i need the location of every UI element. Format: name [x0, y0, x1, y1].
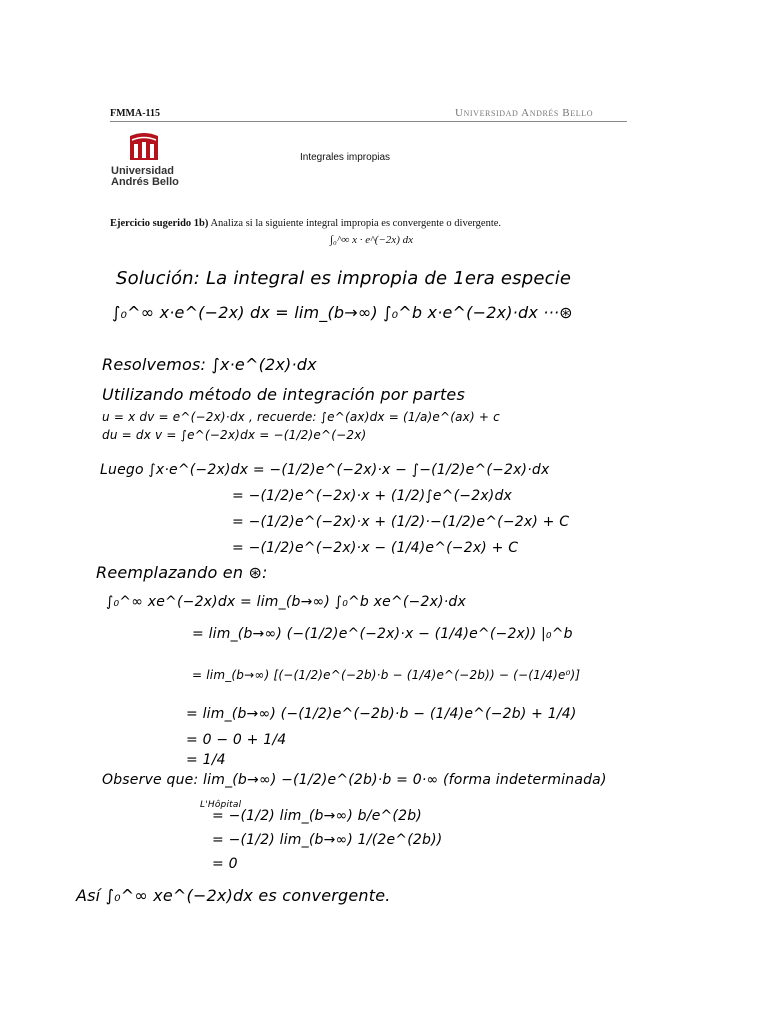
lhopital-note: L'Hôpital	[200, 800, 242, 810]
solution-line-6: du = dx v = ∫e^(−2x)dx = −(1/2)e^(−2x)	[102, 428, 367, 442]
solution-line-5: u = x dv = e^(−2x)·dx , recuerde: ∫e^(ax)dx = (1/a)e^(ax) + c	[102, 410, 500, 424]
solution-line-9: = −(1/2)e^(−2x)·x + (1/2)·−(1/2)e^(−2x) + C	[232, 514, 570, 530]
solution-conclusion: Así ∫₀^∞ xe^(−2x)dx es convergente.	[76, 886, 391, 905]
solution-line-7: Luego ∫x·e^(−2x)dx = −(1/2)e^(−2x)·x − ∫−(1/2)e^(−2x)·dx	[100, 462, 550, 478]
university-name: Universidad Andrés Bello	[455, 107, 594, 119]
solution-line-11: Reemplazando en ⊛:	[96, 563, 268, 582]
solution-line-3: Resolvemos: ∫x·e^(2x)·dx	[102, 355, 317, 374]
solution-line-12: ∫₀^∞ xe^(−2x)dx = lim_(b→∞) ∫₀^b xe^(−2x)·dx	[106, 594, 466, 610]
solution-line-18: Observe que: lim_(b→∞) −(1/2)e^(2b)·b = 0·∞ (forma indeterminada)	[102, 772, 607, 788]
exercise-text: Analiza si la siguiente integral impropia es convergente o divergente.	[210, 218, 502, 229]
logo-text	[111, 166, 179, 188]
solution-line-14: = lim_(b→∞) [(−(1/2)e^(−2b)·b − (1/4)e^(−2b)) − (−(1/4)e⁰)]	[192, 668, 581, 682]
exercise-formula: ∫₀^∞ x · e^(−2x) dx	[330, 234, 413, 246]
exercise-statement	[110, 218, 501, 229]
solution-line-4: Utilizando método de integración por partes	[102, 385, 466, 404]
solution-line-19: = −(1/2) lim_(b→∞) b/e^(2b)	[212, 808, 422, 824]
solution-line-16: = 0 − 0 + 1/4	[186, 732, 287, 748]
solution-line-8: = −(1/2)e^(−2x)·x + (1/2)∫e^(−2x)dx	[232, 488, 513, 504]
topic-title: Integrales impropias	[300, 152, 391, 163]
solution-line-2: ∫₀^∞ x·e^(−2x) dx = lim_(b→∞) ∫₀^b x·e^(−2x)·dx ···⊛	[112, 303, 573, 322]
logo-line-2: Andrés Bello	[111, 176, 179, 188]
solution-line-21: = 0	[212, 856, 238, 872]
exercise-label: Ejercicio sugerido 1b)	[110, 218, 209, 229]
solution-line-1: Solución: La integral es impropia de 1era especie	[116, 268, 572, 289]
solution-line-20: = −(1/2) lim_(b→∞) 1/(2e^(2b))	[212, 832, 443, 848]
course-code: FMMA-115	[110, 108, 160, 119]
logo-emblem-icon	[108, 132, 198, 166]
solution-line-10: = −(1/2)e^(−2x)·x − (1/4)e^(−2x) + C	[232, 540, 519, 556]
solution-line-17: = 1/4	[186, 752, 226, 768]
header-rule	[110, 121, 627, 122]
logo-line-1: Universidad	[111, 165, 174, 177]
solution-line-13: = lim_(b→∞) (−(1/2)e^(−2x)·x − (1/4)e^(−2x)) |₀^b	[192, 626, 573, 642]
solution-line-15: = lim_(b→∞) (−(1/2)e^(−2b)·b − (1/4)e^(−2b) + 1/4)	[186, 706, 577, 722]
